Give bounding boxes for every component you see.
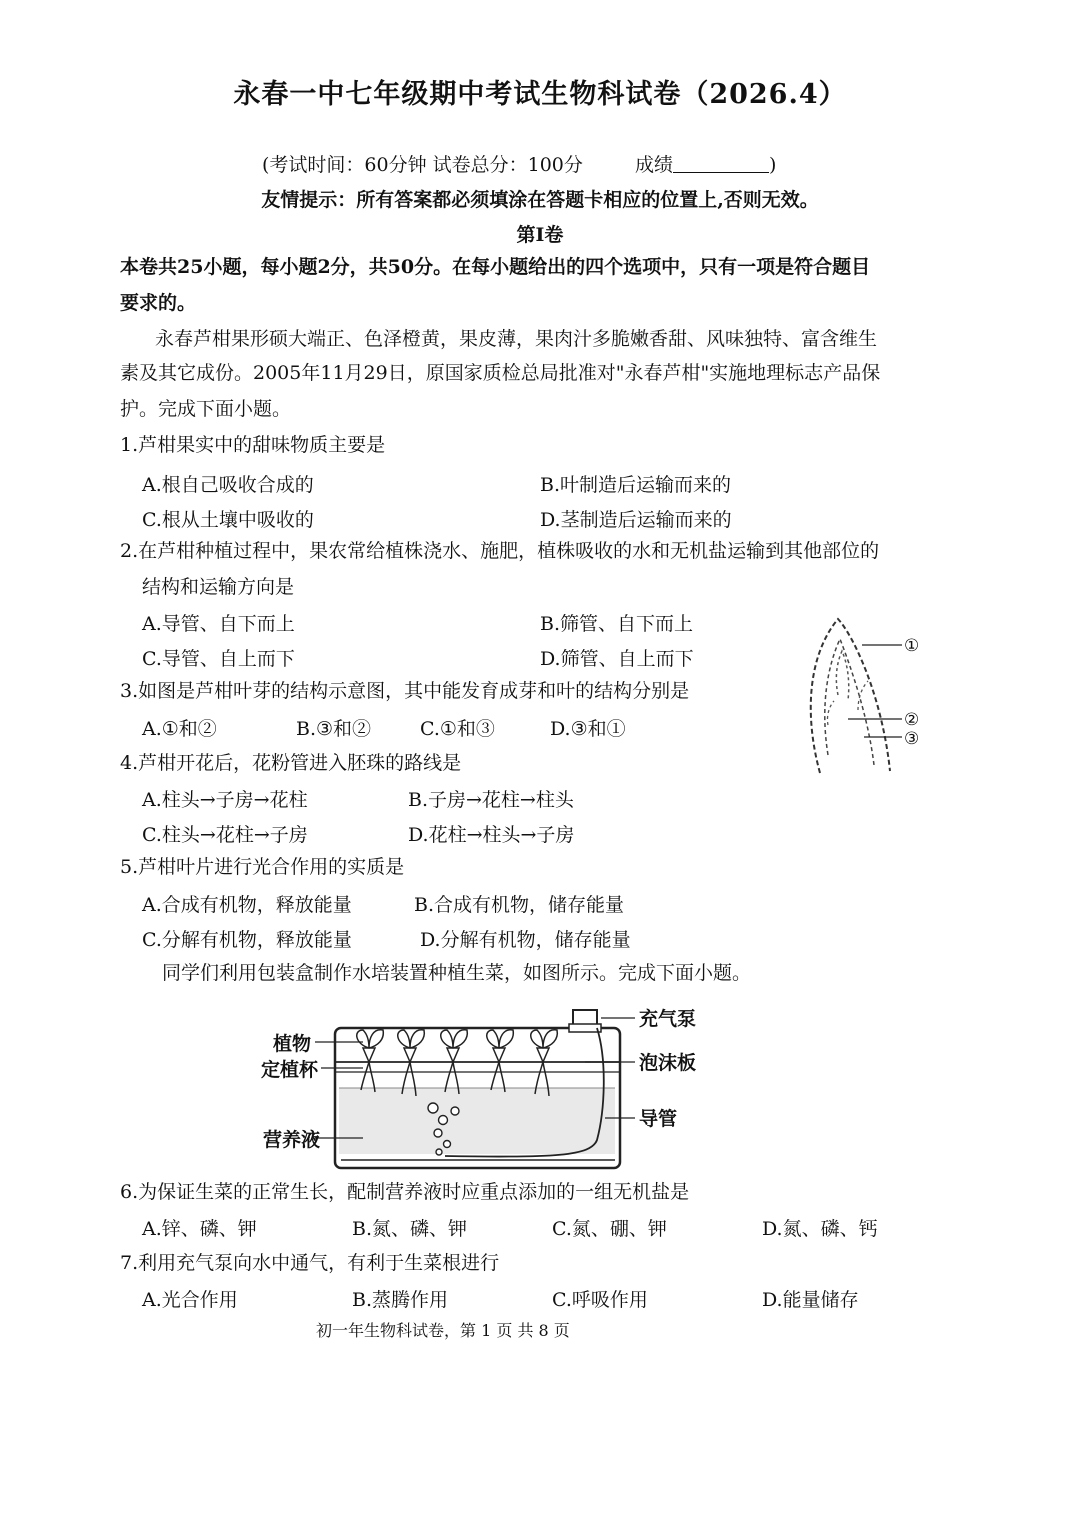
q3-option-b: B.③和② bbox=[296, 718, 372, 740]
passage2: 同学们利用包装盒制作水培装置种植生菜，如图所示。完成下面小题。 bbox=[162, 962, 752, 984]
q5-option-b: B.合成有机物，储存能量 bbox=[414, 894, 625, 916]
q1-option-b: B.叶制造后运输而来的 bbox=[540, 474, 732, 496]
q7-option-c: C.呼吸作用 bbox=[552, 1289, 648, 1311]
q2-stem-line-2: 结构和运输方向是 bbox=[142, 576, 295, 598]
q6-option-a: A.锌、磷、钾 bbox=[142, 1218, 257, 1240]
q2-option-c: C.导管、自上而下 bbox=[142, 648, 295, 670]
q3-stem: 3.如图是芦柑叶芽的结构示意图，其中能发育成芽和叶的结构分别是 bbox=[120, 680, 690, 702]
q4-option-d: D.花柱→柱头→子房 bbox=[408, 824, 575, 846]
q1-option-a: A.根自己吸收合成的 bbox=[142, 474, 314, 496]
label-nutrient: 营养液 bbox=[263, 1129, 321, 1151]
score-blank bbox=[673, 154, 769, 173]
bud-label-2: ② bbox=[904, 710, 920, 730]
q2-stem-line-1: 2.在芦柑种植过程中，果农常给植株浇水、施肥，植株吸收的水和无机盐运输到其他部位的 bbox=[120, 540, 880, 562]
q3-option-d: D.③和① bbox=[550, 718, 626, 740]
q3-option-c: C.①和③ bbox=[420, 718, 495, 740]
label-cup: 定植杯 bbox=[261, 1059, 319, 1081]
passage1-line-3: 护。完成下面小题。 bbox=[120, 398, 292, 420]
score-label: 成绩 bbox=[635, 154, 674, 176]
exam-info bbox=[262, 150, 776, 177]
q4-option-c: C.柱头→花柱→子房 bbox=[142, 824, 308, 846]
q2-option-a: A.导管、自下而上 bbox=[142, 613, 295, 635]
q6-option-b: B.氮、磷、钾 bbox=[352, 1218, 468, 1240]
hydroponic-diagram bbox=[255, 1000, 725, 1175]
q6-option-c: C.氮、硼、钾 bbox=[552, 1218, 667, 1240]
q7-option-b: B.蒸腾作用 bbox=[352, 1289, 449, 1311]
q7-option-d: D.能量储存 bbox=[762, 1289, 859, 1311]
q7-option-a: A.光合作用 bbox=[142, 1289, 238, 1311]
q1-stem: 1.芦柑果实中的甜味物质主要是 bbox=[120, 434, 386, 456]
q7-stem: 7.利用充气泵向水中通气，有利于生菜根进行 bbox=[120, 1252, 500, 1274]
bud-label-3: ③ bbox=[904, 729, 920, 749]
q5-option-d: D.分解有机物，储存能量 bbox=[420, 929, 631, 951]
q4-option-a: A.柱头→子房→花柱 bbox=[142, 789, 308, 811]
exam-title: 永春一中七年级期中考试生物科试卷（2026.4） bbox=[233, 79, 847, 110]
q6-option-d: D.氮、磷、钙 bbox=[762, 1218, 878, 1240]
friendly-tip: 友情提示：所有答案都必须填涂在答题卡相应的位置上,否则无效。 bbox=[261, 189, 819, 211]
score-close: ) bbox=[769, 154, 777, 176]
leaf-bud-diagram bbox=[798, 605, 938, 780]
q1-option-c: C.根从土壤中吸收的 bbox=[142, 509, 314, 531]
intro-line-2: 要求的。 bbox=[120, 292, 197, 314]
section-title: 第I卷 bbox=[516, 224, 564, 246]
label-tube: 导管 bbox=[639, 1108, 678, 1130]
q3-option-a: A.①和② bbox=[142, 718, 217, 740]
q4-stem: 4.芦柑开花后，花粉管进入胚珠的路线是 bbox=[120, 752, 462, 774]
q1-option-d: D.茎制造后运输而来的 bbox=[540, 509, 732, 531]
q5-option-a: A.合成有机物，释放能量 bbox=[142, 894, 352, 916]
passage1-line-2: 素及其它成份。2005年11月29日，原国家质检总局批准对"永春芦柑"实施地理标志产品保 bbox=[120, 362, 881, 384]
bud-label-1: ① bbox=[904, 636, 920, 656]
q2-option-d: D.筛管、自上而下 bbox=[540, 648, 694, 670]
q5-stem: 5.芦柑叶片进行光合作用的实质是 bbox=[120, 856, 405, 878]
exam-time-text: (考试时间：60分钟 试卷总分：100分 bbox=[262, 154, 583, 176]
q6-stem: 6.为保证生菜的正常生长，配制营养液时应重点添加的一组无机盐是 bbox=[120, 1181, 690, 1203]
passage1-line-1: 永春芦柑果形硕大端正、色泽橙黄，果皮薄，果肉汁多脆嫩香甜、风味独特、富含维生 bbox=[155, 328, 878, 350]
page-footer: 初一年生物科试卷，第 1 页 共 8 页 bbox=[316, 1321, 570, 1340]
label-pump: 充气泵 bbox=[639, 1008, 697, 1030]
intro-line-1: 本卷共25小题，每小题2分，共50分。在每小题给出的四个选项中，只有一项是符合题目 bbox=[120, 256, 871, 278]
q2-option-b: B.筛管、自下而上 bbox=[540, 613, 694, 635]
q5-option-c: C.分解有机物，释放能量 bbox=[142, 929, 352, 951]
label-plant: 植物 bbox=[273, 1033, 312, 1055]
label-foam: 泡沫板 bbox=[639, 1052, 697, 1074]
q4-option-b: B.子房→花柱→柱头 bbox=[408, 789, 574, 811]
